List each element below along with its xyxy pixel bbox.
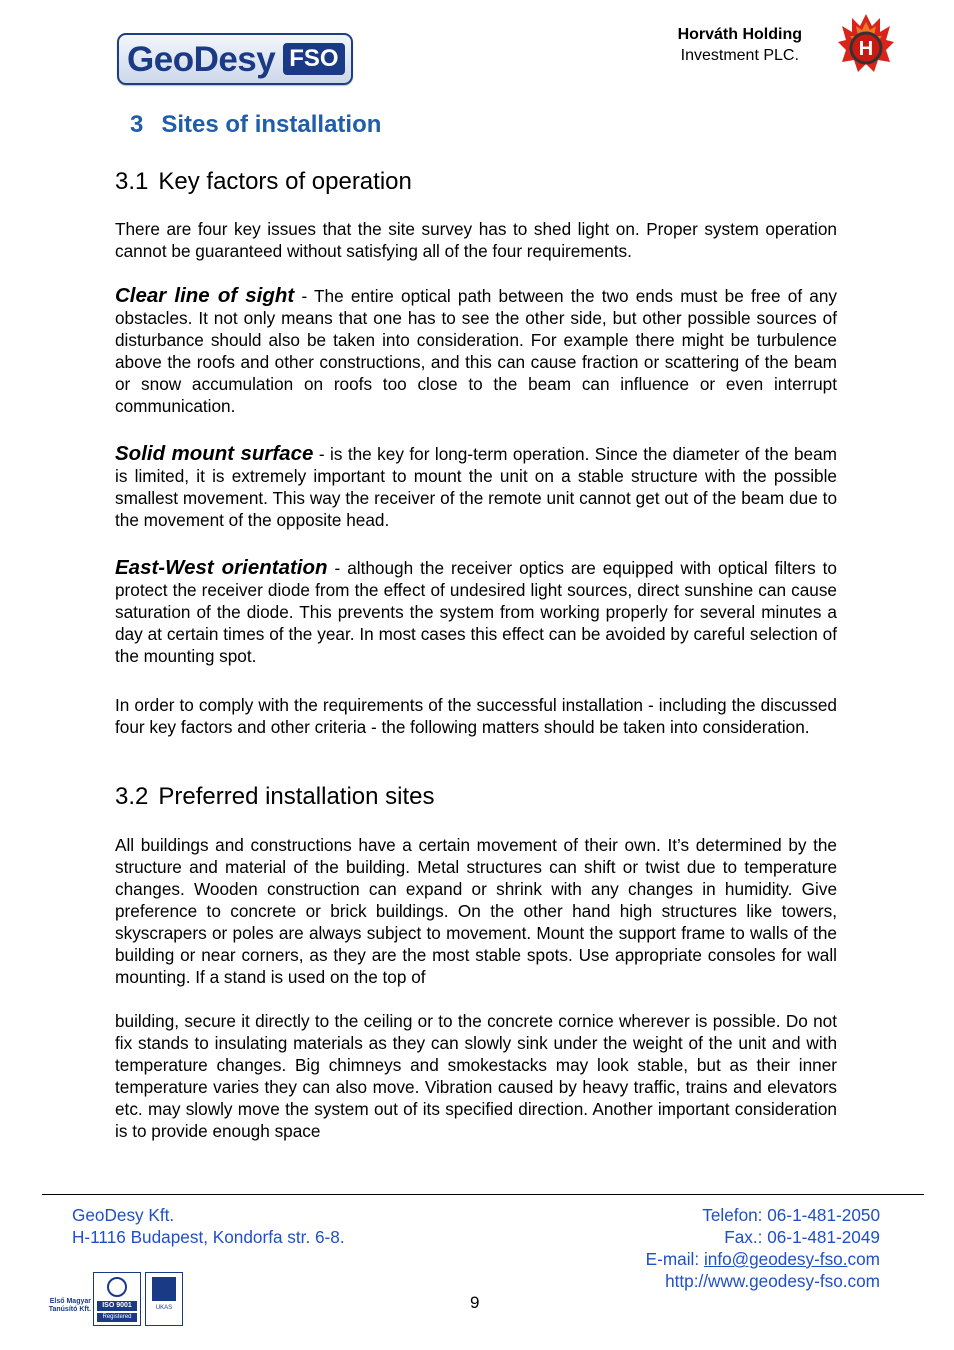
ukas-badge-icon (145, 1272, 183, 1326)
cert-iso-label: ISO 9001 (97, 1301, 137, 1311)
page-number: 9 (470, 1293, 480, 1312)
section-3-2-heading (115, 783, 435, 811)
section-3-1-number: 3.1 (115, 168, 149, 195)
geodesy-fso-logo (117, 33, 353, 85)
footer-website[interactable]: http://www.geodesy-fso.com (665, 1271, 880, 1291)
key-factor-lead: East-West orientation (115, 556, 328, 579)
footer-email-label: E-mail: (645, 1249, 704, 1269)
section-3-heading (130, 111, 381, 139)
footer-contact-block (646, 1204, 880, 1292)
horvath-h-logo-icon (836, 12, 896, 80)
company-name (678, 24, 802, 66)
section-3-title: Sites of installation (161, 111, 382, 138)
footer-email-tail: com (847, 1249, 880, 1269)
section-3-1-heading (115, 168, 412, 196)
section-3-2-number: 3.2 (115, 783, 149, 810)
key-factor-text: - The entire optical path between the two ends must be free of any obstacles. It not only means that one has to see the other side, but other possible sources of disturbance should also be taken into consideration. For example there might be turbulence above the roofs and other constructions, and this can cause fraction or scattering of the beam or snow accumulation on roofs too close to the beam can influence or even interrupt communication. (115, 286, 837, 416)
cert-registered-label: Registered (97, 1313, 137, 1322)
key-factor-orientation (115, 557, 837, 667)
footer-email (646, 1248, 880, 1270)
key-factor-lead: Solid mount surface (115, 442, 314, 465)
cert-issuer-text: Első Magyar Tanúsító Kft. (48, 1298, 91, 1313)
footer-email-link[interactable]: info@geodesy-fso. (703, 1249, 848, 1269)
iso-9001-badge-icon (93, 1272, 141, 1326)
key-factor-line-of-sight (115, 285, 837, 417)
logo-suffix: FSO (283, 43, 344, 75)
company-line-2: Investment PLC. (680, 47, 799, 64)
section-3-1-intro: There are four key issues that the site survey has to shed light on. Proper system operation cannot be guaranteed without satisfying all of the four requirements. (115, 219, 837, 261)
footer-company: GeoDesy Kft. (72, 1205, 175, 1225)
company-line-1: Horváth Holding (677, 26, 802, 43)
h-logo-letter: H (858, 38, 874, 60)
footer-address: H-1116 Budapest, Kondorfa str. 6-8. (72, 1227, 345, 1247)
section-3-2-paragraph-1: All buildings and constructions have a certain movement of their own. It’s determined by the structure and material of the building. Metal structures can shift or twist due to temperature changes. Wooden construction can expand or shrink with any changes in humidity. Give preference to concrete or brick buildings. On the other hand high structures like towers, skyscrapers or poles are always subject to movement. Mount the support frame to walls of the building or near corners, as they are the most stable spots. Use appropriate consoles for wall mounting. If a stand is used on the top of (115, 835, 837, 987)
section-3-1-title: Key factors of operation (158, 168, 412, 195)
section-3-number: 3 (130, 111, 144, 138)
logo-name: GeoDesy (127, 39, 276, 79)
key-factor-text: - although the receiver optics are equipped with optical filters to protect the receiver diode from the effect of undesired light sources, direct sunshine can cause saturation of the diode. This prevents the system from working properly for several minutes a day at certain times of the year. In most cases this effect can be avoided by careful selection of the mounting spot. (115, 558, 837, 666)
footer-fax: Fax.: 06-1-481-2049 (724, 1227, 880, 1247)
key-factor-text: - is the key for long-term operation. Since the diameter of the beam is limited, it is extremely important to mount the unit on a stable structure with the possible smallest movement. This way the receiver of the remote unit cannot get out of the beam due to the movement of the opposite head. (115, 444, 837, 530)
key-factor-mount-surface (115, 443, 837, 531)
key-factor-lead: Clear line of sight (115, 284, 295, 307)
section-3-2-paragraph-2: building, secure it directly to the ceiling or to the concrete cornice wherever is possible. Do not fix stands to insulating materials as they can slowly sink under the weight of the unit and with temperature changes. Big chimneys and smokestacks may look stable, but as their inner temperature varies they can also move. Vibration caused by heavy traffic, trains and elevators etc. may slowly move the system out of its specified direction. Another important consideration is to provide enough space (115, 1011, 837, 1141)
section-3-1-closing: In order to comply with the requirements of the successful installation - including the discussed four key factors and other criteria - the following matters should be taken into consideration. (115, 695, 837, 737)
footer-divider (42, 1194, 924, 1195)
certification-logos (37, 1272, 183, 1328)
section-3-2-title: Preferred installation sites (158, 783, 435, 810)
footer-address-block (72, 1204, 345, 1248)
footer-phone: Telefon: 06-1-481-2050 (702, 1205, 880, 1225)
cert-ukas-label: UKAS (155, 1305, 173, 1311)
